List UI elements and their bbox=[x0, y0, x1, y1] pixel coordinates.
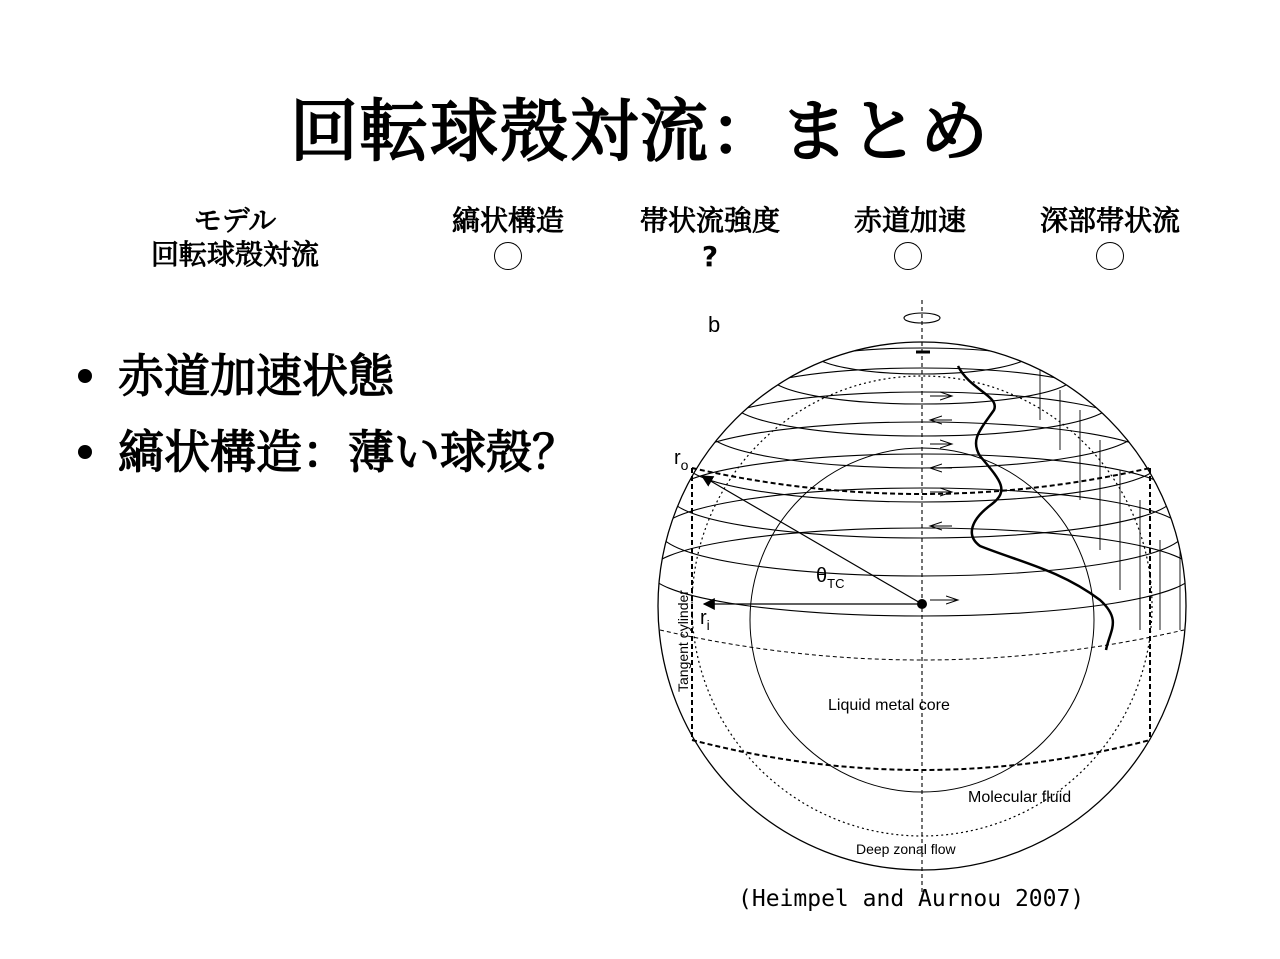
zonal-profile-curve bbox=[958, 366, 1113, 650]
page-title: 回転球殻対流：まとめ bbox=[289, 93, 990, 172]
bullet-list bbox=[78, 338, 578, 490]
tangent-cylinder-label: Tangent cylinder bbox=[675, 590, 691, 692]
spherical-shell-diagram bbox=[640, 300, 1200, 930]
column-header-stripes: 縞状構造 bbox=[451, 204, 564, 237]
column-header-equatorial-accel: 赤道加速 bbox=[853, 204, 966, 237]
core-label: Liquid metal core bbox=[828, 697, 950, 714]
inner-radius-label: $r_i$ bbox=[700, 607, 710, 633]
column-header-zonal-strength: 帯状流強度 bbox=[639, 204, 780, 237]
theta-label: $\theta_{TC}$ bbox=[816, 565, 845, 591]
panel-label: b bbox=[708, 312, 721, 337]
bullet-dot-icon bbox=[78, 369, 92, 383]
flow-columns bbox=[1040, 370, 1180, 630]
outer-radius-label: $r_o$ bbox=[674, 447, 689, 473]
figure-caption: (Heimpel and Aurnou 2007) bbox=[738, 886, 1085, 912]
flow-arrows bbox=[930, 396, 958, 600]
deep-zonal-flow-label: Deep zonal flow bbox=[856, 841, 956, 857]
bullet-text: 赤道加速状態 bbox=[118, 349, 394, 403]
circle-mark-stripes bbox=[494, 242, 522, 270]
molecular-fluid-label: Molecular fluid bbox=[968, 789, 1072, 806]
model-header-line2: 回転球殻対流 bbox=[150, 238, 319, 271]
circle-mark-deep-zonal bbox=[1096, 242, 1124, 270]
question-mark-zonal-strength: ? bbox=[701, 240, 719, 273]
bullet-dot-icon bbox=[78, 445, 92, 459]
model-header-line1: モデル bbox=[193, 204, 277, 237]
bullet-item bbox=[78, 414, 578, 490]
model-header bbox=[120, 204, 350, 272]
circle-mark-equatorial-accel bbox=[894, 242, 922, 270]
tangent-cylinder bbox=[692, 468, 1150, 770]
column-header-deep-zonal: 深部帯状流 bbox=[1039, 204, 1180, 237]
bullet-item bbox=[78, 338, 578, 414]
bullet-text: 縞状構造：薄い球殻？ bbox=[118, 425, 578, 479]
center-point bbox=[917, 599, 927, 609]
